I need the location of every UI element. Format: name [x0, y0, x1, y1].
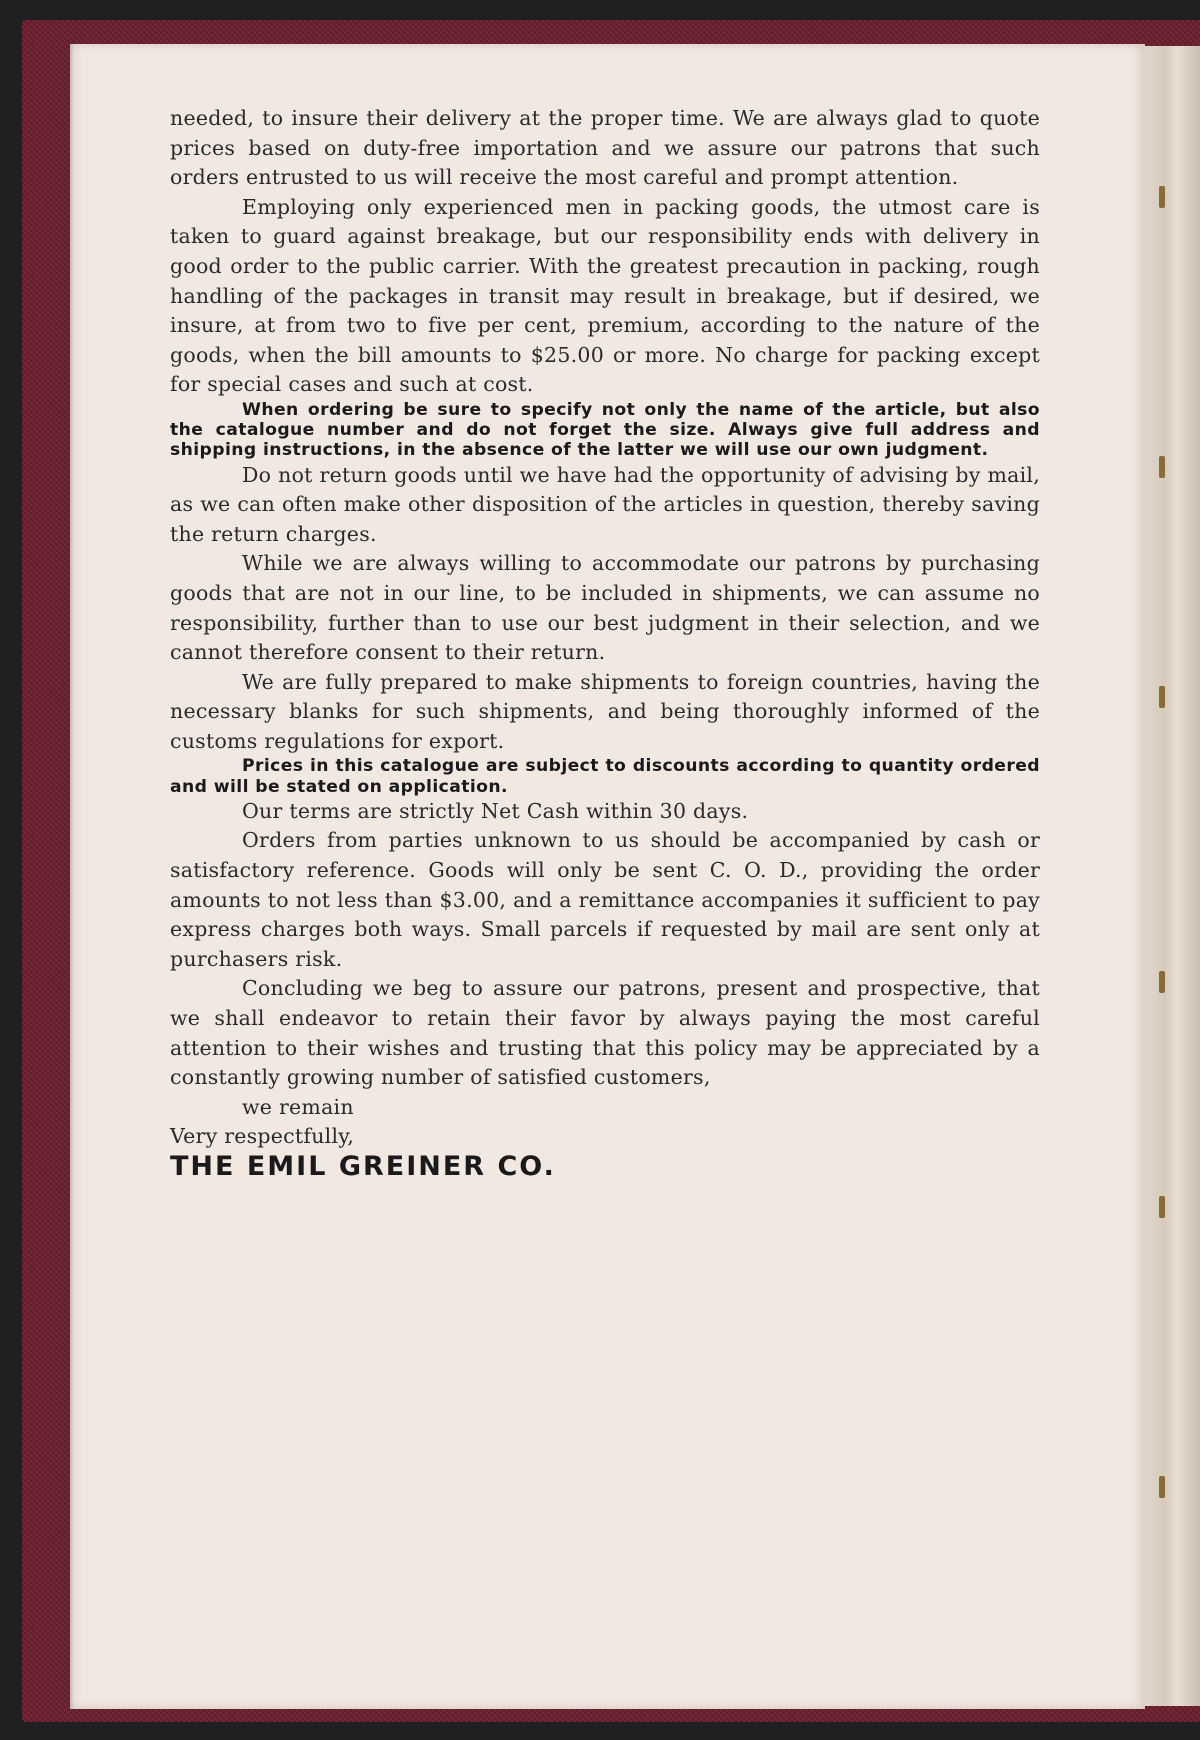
paragraph: needed, to insure their delivery at the proper time. We are always glad to quote prices based on duty-free importation and we assure our patrons that such orders entrusted to us will receive the most careful and prompt attention.	[170, 106, 1040, 190]
index-tab	[1159, 686, 1165, 708]
company-signature: THE EMIL GREINER CO.	[170, 1151, 556, 1183]
page-edges	[1140, 46, 1200, 1706]
paragraph: Do not return goods until we have had the opportunity of advising by mail, as we can often make other disposition of the articles in question, thereby saving the return charges.	[170, 462, 1040, 546]
ordering-instructions: When ordering be sure to specify not only the name of the article, but also the catalogue number and do not forget the size. Always give full address and shipping instructions, in the absence of the latter we will use our own judgment.	[170, 399, 1040, 461]
index-tab	[1159, 456, 1165, 478]
paragraph: While we are always willing to accommodate our patrons by purchasing goods that are not in our line, to be included in shipments, we can assume no responsibility, further than to use our best judgment in their selection, and we cannot therefore consent to their return.	[170, 551, 1040, 665]
prices-notice: Prices in this catalogue are subject to discounts according to quantity ordered and will be stated on application.	[170, 756, 1040, 797]
page-text	[170, 104, 1040, 1182]
paragraph: Employing only experienced men in packing goods, the utmost care is taken to guard against breakage, but our responsibility ends with delivery in good order to the public carrier. With the greatest precaution in packing, rough handling of the packages in transit may result in breakage, but if desired, we insure, at from two to five per cent, premium, according to the nature of the goods, when the bill amounts to $25.00 or more. No charge for packing except for special cases and such at cost.	[170, 194, 1040, 397]
index-tab	[1159, 186, 1165, 208]
index-tab	[1159, 1196, 1165, 1218]
paragraph: Orders from parties unknown to us should be accompanied by cash or satisfactory reference. Goods will only be sent C. O. D., providing the order amounts to not less than $3.00, and a remittance accompanies it sufficient to pay express charges both ways. Small parcels if requested by mail are sent only at purchasers risk.	[170, 828, 1040, 971]
closing-salutation: Very respectfully,	[170, 1124, 355, 1149]
paragraph: Our terms are strictly Net Cash within 30 days.	[242, 798, 749, 823]
catalogue-page	[70, 44, 1145, 1709]
paragraph: Concluding we beg to assure our patrons, present and prospective, that we shall endeavor to retain their favor by always paying the most careful attention to their wishes and trusting that this policy may be appreciated by a constantly growing number of satisfied customers,	[170, 976, 1040, 1090]
index-tab	[1159, 971, 1165, 993]
we-remain: we remain	[242, 1094, 354, 1119]
paragraph: We are fully prepared to make shipments to foreign countries, having the necessary blanks for such shipments, and being thoroughly informed of the customs regulations for export.	[170, 669, 1040, 753]
index-tab	[1159, 1476, 1165, 1498]
